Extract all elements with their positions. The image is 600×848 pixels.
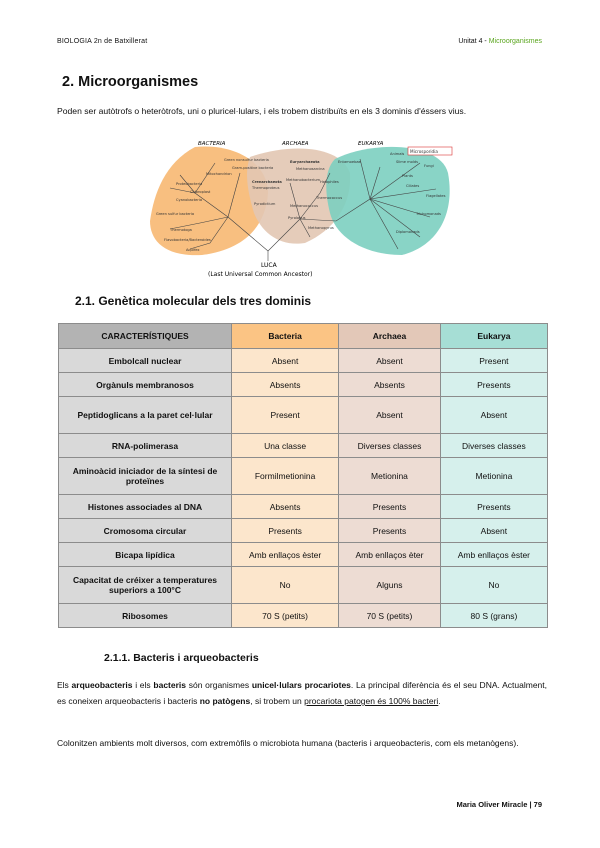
tree-label: Mitochondrion xyxy=(206,172,232,176)
tree-label: Green sulfur bacteria xyxy=(156,212,195,216)
bold-term: no patògens xyxy=(199,696,251,706)
tree-label: Green nonsulfur bacteria xyxy=(224,158,269,162)
table-row xyxy=(59,349,548,373)
row-label: Peptidoglicans a la paret cel·lular xyxy=(59,397,232,434)
cell-archaea: Presents xyxy=(339,495,441,519)
text-run: Els xyxy=(57,680,72,690)
subsubsection-title: 2.1.1. Bacteris i arqueobacteris xyxy=(104,652,259,664)
cell-bacteria: No xyxy=(232,567,339,604)
tree-domain-eukarya: EUKARYA xyxy=(358,141,384,147)
page-footer: Maria Oliver Miracle | 79 xyxy=(456,800,542,809)
cell-bacteria: Absents xyxy=(232,495,339,519)
table-row xyxy=(59,495,548,519)
bold-term: bacteris xyxy=(153,680,187,690)
row-label: Cromosoma circular xyxy=(59,519,232,543)
cell-bacteria: Present xyxy=(232,397,339,434)
cell-archaea: Absent xyxy=(339,349,441,373)
tree-label: Crenarchaeota xyxy=(252,180,282,184)
table-row xyxy=(59,543,548,567)
cell-eukarya: 80 S (grans) xyxy=(440,604,547,628)
cell-archaea: Metionina xyxy=(339,458,441,495)
tree-label: Euryarchaeota xyxy=(290,160,320,164)
cell-bacteria: Absents xyxy=(232,373,339,397)
table-row xyxy=(59,458,548,495)
tree-label: Methanopyrus xyxy=(308,226,334,230)
cell-eukarya: Presents xyxy=(440,373,547,397)
table-row xyxy=(59,567,548,604)
text-run: . xyxy=(438,696,441,706)
table-row xyxy=(59,434,548,458)
cell-eukarya: Present xyxy=(440,349,547,373)
bold-term: unicel·lulars procariotes xyxy=(251,680,351,690)
tree-label: Proteobacteria xyxy=(176,182,203,186)
tree-label: Methanobacterium xyxy=(286,178,321,182)
cell-archaea: Presents xyxy=(339,519,441,543)
cell-archaea: Diverses classes xyxy=(339,434,441,458)
cell-archaea: 70 S (petits) xyxy=(339,604,441,628)
cell-bacteria: Absent xyxy=(232,349,339,373)
tree-label: Diplomonads xyxy=(396,230,420,234)
tree-label: Thermococcus xyxy=(316,196,343,200)
table-row xyxy=(59,519,548,543)
col-header-characteristics: CARACTERÍSTIQUES xyxy=(59,324,232,349)
cell-archaea: Amb enllaços èter xyxy=(339,543,441,567)
tree-label: Slime molds xyxy=(396,160,418,164)
row-label: Bicapa lipídica xyxy=(59,543,232,567)
cell-eukarya: Amb enllaços èster xyxy=(440,543,547,567)
underlined-phrase: procariota patogen és 100% bacteri xyxy=(304,696,439,706)
phylogenetic-tree xyxy=(140,133,460,283)
cell-archaea: Alguns xyxy=(339,567,441,604)
row-label: Embolcall nuclear xyxy=(59,349,232,373)
bold-term: arqueobacteris xyxy=(71,680,133,690)
row-label: Orgànuls membranosos xyxy=(59,373,232,397)
tree-label: Entamoebae xyxy=(338,160,361,164)
row-label: Ribosomes xyxy=(59,604,232,628)
tree-label: Cyanobacteria xyxy=(176,198,203,202)
row-label: Histones associades al DNA xyxy=(59,495,232,519)
table-header-row xyxy=(59,324,548,349)
cell-eukarya: Metionina xyxy=(440,458,547,495)
tree-highlight-label: Microsporidia xyxy=(410,149,438,154)
cell-eukarya: Presents xyxy=(440,495,547,519)
tree-label: Fungi xyxy=(424,164,434,168)
paragraph-bacteria xyxy=(57,677,547,709)
text-run: són organismes xyxy=(186,680,252,690)
tree-label: Thermoproteus xyxy=(252,186,280,190)
tree-label: Methanococcus xyxy=(290,204,318,208)
cell-bacteria: Presents xyxy=(232,519,339,543)
tree-label: Ciliates xyxy=(406,184,420,188)
tree-label: Pyrodictium xyxy=(254,202,276,206)
cell-archaea: Absents xyxy=(339,373,441,397)
header-course: BIOLOGIA 2n de Batxillerat xyxy=(57,38,148,45)
section-title: 2. Microorganismes xyxy=(62,74,199,90)
tree-domain-archaea: ARCHAEA xyxy=(282,141,309,147)
cell-bacteria: Una classe xyxy=(232,434,339,458)
intro-paragraph: Poden ser autòtrofs o heteròtrofs, uni o pluricel·lulars, i els trobem distribuïts en els 3 dominis d'éssers vius. xyxy=(57,106,467,116)
cell-bacteria: 70 S (petits) xyxy=(232,604,339,628)
tree-label: Gram-positive bacteria xyxy=(232,166,274,170)
row-label: RNA-polimerasa xyxy=(59,434,232,458)
tree-label: Aquifex xyxy=(186,248,200,252)
table-row xyxy=(59,373,548,397)
tree-label: Halophiles xyxy=(320,180,339,184)
text-run: i els xyxy=(132,680,154,690)
header-unit xyxy=(458,38,542,45)
tree-label: Methanosarcina xyxy=(296,167,325,171)
col-header-eukarya: Eukarya xyxy=(440,324,547,349)
subsection-title: 2.1. Genètica molecular dels tres dominis xyxy=(75,294,312,308)
tree-luca-full: (Last Universal Common Ancestor) xyxy=(208,271,313,278)
tree-domain-bacteria: BACTERIA xyxy=(198,141,226,147)
table-row xyxy=(59,397,548,434)
table-row xyxy=(59,604,548,628)
cell-bacteria: Formilmetionina xyxy=(232,458,339,495)
cell-bacteria: Amb enllaços èster xyxy=(232,543,339,567)
col-header-bacteria: Bacteria xyxy=(232,324,339,349)
cell-archaea: Absent xyxy=(339,397,441,434)
paragraph-habitats: Colonitzen ambients molt diversos, com extremòfils o microbiota humana (bacteris i arqueobacteris, com els metanògens). xyxy=(57,738,519,748)
cell-eukarya: Diverses classes xyxy=(440,434,547,458)
tree-label: Flagellates xyxy=(426,194,446,198)
tree-label: Trichomonads xyxy=(416,212,441,216)
header-unit-prefix: Unitat 4 - xyxy=(458,38,489,45)
tree-label: Thermotoga xyxy=(170,228,192,232)
tree-label: Pyrolobus xyxy=(288,216,306,220)
col-header-archaea: Archaea xyxy=(339,324,441,349)
cell-eukarya: Absent xyxy=(440,397,547,434)
genetics-table xyxy=(58,323,548,628)
tree-label: Animals xyxy=(390,152,405,156)
text-run: . La principal diferència és el seu DNA. Actualment, es coneixen arqueobacteris i bacteris xyxy=(57,680,547,706)
row-label: Capacitat de créixer a temperatures superiors a 100°C xyxy=(59,567,232,604)
text-run: , si trobem un xyxy=(250,696,305,706)
tree-label: Plants xyxy=(402,174,413,178)
tree-luca: LUCA xyxy=(261,262,277,269)
row-label: Aminoàcid iniciador de la síntesi de proteïnes xyxy=(59,458,232,495)
tree-label: Flavobacteria/Bacteroides xyxy=(164,238,211,242)
header-unit-accent: Microorganismes xyxy=(488,38,542,45)
cell-eukarya: Absent xyxy=(440,519,547,543)
cell-eukarya: No xyxy=(440,567,547,604)
tree-label: Chloroplast xyxy=(190,190,211,194)
